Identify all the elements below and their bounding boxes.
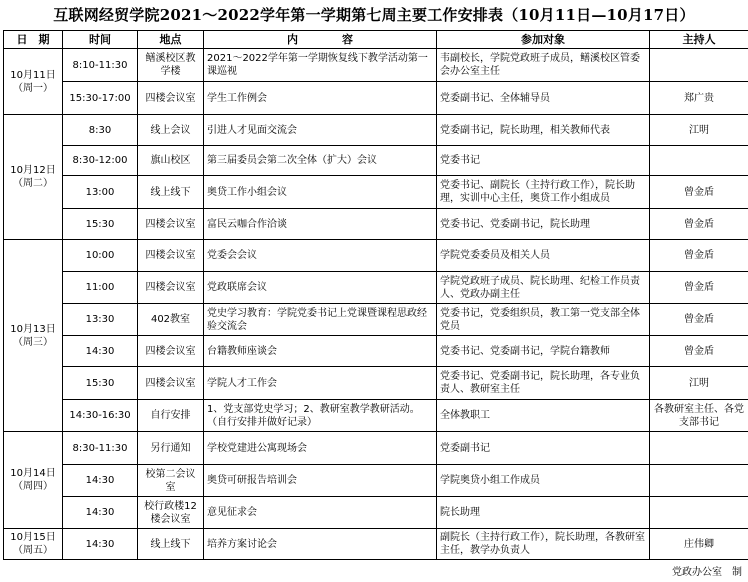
place-cell: 自行安排 <box>138 400 204 432</box>
date-cell <box>4 529 63 560</box>
content-cell: 富民云咖合作洽谈 <box>204 209 437 240</box>
header-time: 时间 <box>63 31 138 49</box>
table-row <box>4 240 748 272</box>
date-label: 10月15日 <box>10 532 56 543</box>
weekday-label: （周五） <box>13 545 53 556</box>
place-cell: 另行通知 <box>138 432 204 465</box>
time-cell: 14:30-16:30 <box>63 400 138 432</box>
host-cell <box>650 432 748 465</box>
attendees-cell: 副院长（主持行政工作），院长助理，各教研室主任，教学办负责人 <box>437 529 650 560</box>
place-cell: 线上线下 <box>138 176 204 209</box>
table-row <box>4 209 748 240</box>
content-cell: 奥贷可研报告培训会 <box>204 465 437 497</box>
time-cell: 13:30 <box>63 304 138 336</box>
host-cell: 庄伟卿 <box>650 529 748 560</box>
content-cell: 第三届委员会第二次全体（扩大）会议 <box>204 146 437 176</box>
place-cell: 校行政楼12楼会议室 <box>138 497 204 529</box>
content-cell: 党史学习教育：学院党委书记上党课暨课程思政经验交流会 <box>204 304 437 336</box>
place-cell: 四楼会议室 <box>138 209 204 240</box>
place-cell: 校第二会议室 <box>138 465 204 497</box>
host-cell: 曾金盾 <box>650 240 748 272</box>
date-cell <box>4 49 63 115</box>
header-date: 日 期 <box>4 31 63 49</box>
weekday-label: （周四） <box>13 481 53 492</box>
header-attendees: 参加对象 <box>437 31 650 49</box>
weekday-label: （周一） <box>13 82 53 94</box>
table-row <box>4 432 748 465</box>
host-cell <box>650 465 748 497</box>
host-cell: 曾金盾 <box>650 304 748 336</box>
attendees-cell: 学院党政班子成员、院长助理、纪检工作员责人、党政办副主任 <box>437 272 650 304</box>
attendees-cell: 学院奥贷小组工作成员 <box>437 465 650 497</box>
table-row <box>4 272 748 304</box>
time-cell: 11:00 <box>63 272 138 304</box>
time-cell: 15:30-17:00 <box>63 82 138 115</box>
attendees-cell: 全体教职工 <box>437 400 650 432</box>
attendees-cell: 党委书记 <box>437 146 650 176</box>
place-cell: 四楼会议室 <box>138 82 204 115</box>
content-cell: 学校党建进公寓现场会 <box>204 432 437 465</box>
content-cell: 意见征求会 <box>204 497 437 529</box>
attendees-cell: 党委书记、副院长（主持行政工作），院长助理，实训中心主任，奥贷工作小组成员 <box>437 176 650 209</box>
content-cell: 培养方案讨论会 <box>204 529 437 560</box>
host-cell: 江明 <box>650 115 748 146</box>
time-cell: 14:30 <box>63 336 138 367</box>
table-row <box>4 82 748 115</box>
weekday-label: （周二） <box>13 178 53 189</box>
time-cell: 10:00 <box>63 240 138 272</box>
table-row <box>4 176 748 209</box>
time-cell: 8:30 <box>63 115 138 146</box>
header-host: 主持人 <box>650 31 748 49</box>
table-row <box>4 400 748 432</box>
place-cell: 四楼会议室 <box>138 336 204 367</box>
time-cell: 8:10-11:30 <box>63 49 138 82</box>
date-label: 10月13日 <box>10 323 56 335</box>
host-cell: 江明 <box>650 367 748 400</box>
schedule-table <box>3 30 748 560</box>
time-cell: 14:30 <box>63 529 138 560</box>
header-place: 地点 <box>138 31 204 49</box>
table-row <box>4 336 748 367</box>
place-cell: 旗山校区 <box>138 146 204 176</box>
content-cell: 1、党支部党史学习；2、教研室教学教研活动。（自行安排并做好记录） <box>204 400 437 432</box>
host-cell: 曾金盾 <box>650 272 748 304</box>
place-cell: 402教室 <box>138 304 204 336</box>
attendees-cell: 院长助理 <box>437 497 650 529</box>
host-cell: 曾金盾 <box>650 176 748 209</box>
content-cell: 学院人才工作会 <box>204 367 437 400</box>
table-row <box>4 497 748 529</box>
table-row <box>4 115 748 146</box>
time-cell: 14:30 <box>63 465 138 497</box>
place-cell: 四楼会议室 <box>138 272 204 304</box>
place-cell: 四楼会议室 <box>138 367 204 400</box>
place-cell: 四楼会议室 <box>138 240 204 272</box>
attendees-cell: 党委副书记，院长助理，相关教师代表 <box>437 115 650 146</box>
table-row <box>4 465 748 497</box>
header-content: 内 容 <box>204 31 437 49</box>
time-cell: 13:00 <box>63 176 138 209</box>
attendees-cell: 党委副书记 <box>437 432 650 465</box>
attendees-cell: 党委副书记、全体辅导员 <box>437 82 650 115</box>
host-cell: 曾金盾 <box>650 336 748 367</box>
attendees-cell: 党委书记、党委副书记，学院台籍教师 <box>437 336 650 367</box>
table-row <box>4 49 748 82</box>
host-cell <box>650 497 748 529</box>
page-title: 互联网经贸学院2021～2022学年第一学期第七周主要工作安排表（10月11日—10月17日） <box>53 6 695 24</box>
content-cell: 引进人才见面交流会 <box>204 115 437 146</box>
date-label: 10月14日 <box>10 468 56 479</box>
table-row <box>4 146 748 176</box>
attendees-cell: 韦副校长，学院党政班子成员，鳝溪校区管委会办公室主任 <box>437 49 650 82</box>
place-cell: 线上会议 <box>138 115 204 146</box>
content-cell: 台籍教师座谈会 <box>204 336 437 367</box>
date-cell <box>4 432 63 529</box>
host-cell: 曾金盾 <box>650 209 748 240</box>
table-row <box>4 367 748 400</box>
place-cell: 线上线下 <box>138 529 204 560</box>
host-cell <box>650 146 748 176</box>
content-cell: 党委会会议 <box>204 240 437 272</box>
attendees-cell: 学院党委委员及相关人员 <box>437 240 650 272</box>
table-row <box>4 529 748 560</box>
place-cell: 鳝溪校区教学楼 <box>138 49 204 82</box>
attendees-cell: 党委书记，党委组织员，教工第一党支部全体党员 <box>437 304 650 336</box>
host-cell: 各教研室主任、各党支部书记 <box>650 400 748 432</box>
time-cell: 15:30 <box>63 367 138 400</box>
attendees-cell: 党委书记、党委副书记，院长助理 <box>437 209 650 240</box>
header-row <box>4 31 748 49</box>
time-cell: 8:30-12:00 <box>63 146 138 176</box>
footer-note: 党政办公室 制 <box>672 567 742 578</box>
content-cell: 2021～2022学年第一学期恢复线下教学活动第一课巡视 <box>204 49 437 82</box>
host-cell <box>650 49 748 82</box>
date-label: 10月11日 <box>10 69 56 81</box>
table-row <box>4 304 748 336</box>
time-cell: 15:30 <box>63 209 138 240</box>
weekday-label: （周三） <box>13 336 53 348</box>
content-cell: 奥贷工作小组会议 <box>204 176 437 209</box>
time-cell: 8:30-11:30 <box>63 432 138 465</box>
content-cell: 党政联席会议 <box>204 272 437 304</box>
content-cell: 学生工作例会 <box>204 82 437 115</box>
date-label: 10月12日 <box>10 165 56 176</box>
time-cell: 14:30 <box>63 497 138 529</box>
date-cell <box>4 115 63 240</box>
date-cell <box>4 240 63 432</box>
host-cell: 郑广贵 <box>650 82 748 115</box>
attendees-cell: 党委书记、党委副书记，院长助理，各专业负责人、教研室主任 <box>437 367 650 400</box>
